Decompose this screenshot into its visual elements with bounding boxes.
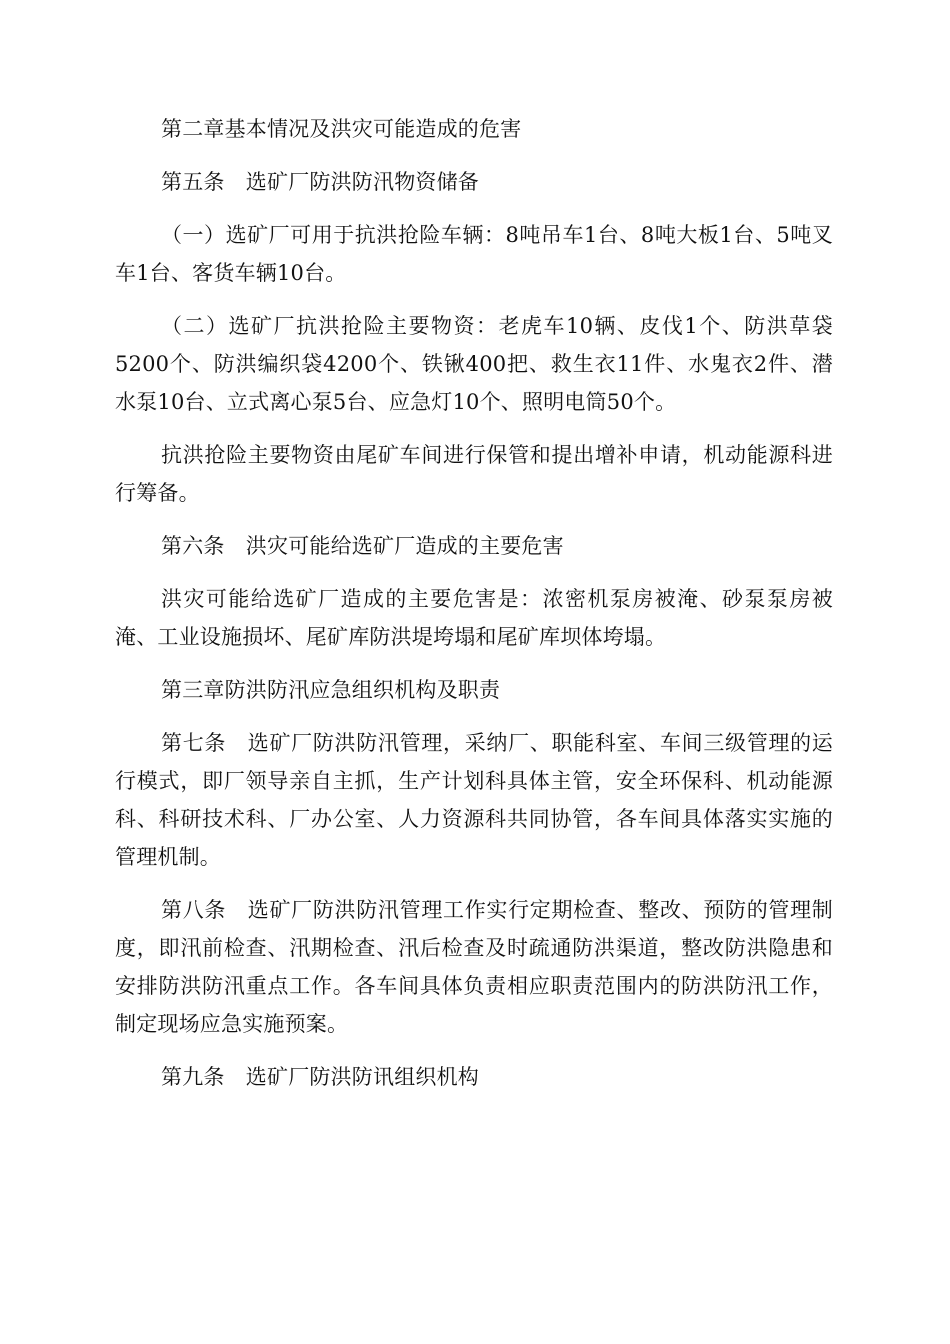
chapter-two-heading: 第二章基本情况及洪灾可能造成的危害 [161,117,522,141]
article-seven-paragraph: 第七条 选矿厂防洪防汛管理，采纳厂、职能科室、车间三级管理的运行模式，即厂领导亲自主抓，生产计划科具体主管，安全环保科、机动能源科、科研技术科、厂办公室、人力资源科共同协管，各车间具体落实实施的管理机制。 [115,731,833,869]
hazards-paragraph: 洪灾可能给选矿厂造成的主要危害是：浓密机泵房被淹、砂泵泵房被淹、工业设施损坏、尾矿库防洪堤垮塌和尾矿库坝体垮塌。 [115,587,833,649]
document-page [115,110,833,1096]
custody-paragraph: 抗洪抢险主要物资由尾矿车间进行保管和提出增补申请，机动能源科进行筹备。 [115,443,833,505]
article-nine-heading: 第九条 选矿厂防洪防讯组织机构 [161,1065,479,1089]
chapter-three-heading: 第三章防洪防汛应急组织机构及职责 [161,678,501,702]
materials-paragraph: （二）选矿厂抗洪抢险主要物资：老虎车10辆、皮伐1个、防洪草袋5200个、防洪编织袋4200个、铁锹400把、救生衣11件、水鬼衣2件、潜水泵10台、立式离心泵5台、应急灯10个、照明电筒50个。 [115,314,833,414]
article-eight-paragraph: 第八条 选矿厂防洪防汛管理工作实行定期检查、整改、预防的管理制度，即汛前检查、汛期检查、汛后检查及时疏通防洪渠道，整改防洪隐患和安排防洪防汛重点工作。各车间具体负责相应职责范围内的防洪防汛工作，制定现场应急实施预案。 [115,898,833,1036]
vehicles-paragraph: （一）选矿厂可用于抗洪抢险车辆：8吨吊车1台、8吨大板1台、5吨叉车1台、客货车辆10台。 [115,223,833,285]
article-six-heading: 第六条 洪灾可能给选矿厂造成的主要危害 [161,534,564,558]
article-five-heading: 第五条 选矿厂防洪防汛物资储备 [161,170,479,194]
